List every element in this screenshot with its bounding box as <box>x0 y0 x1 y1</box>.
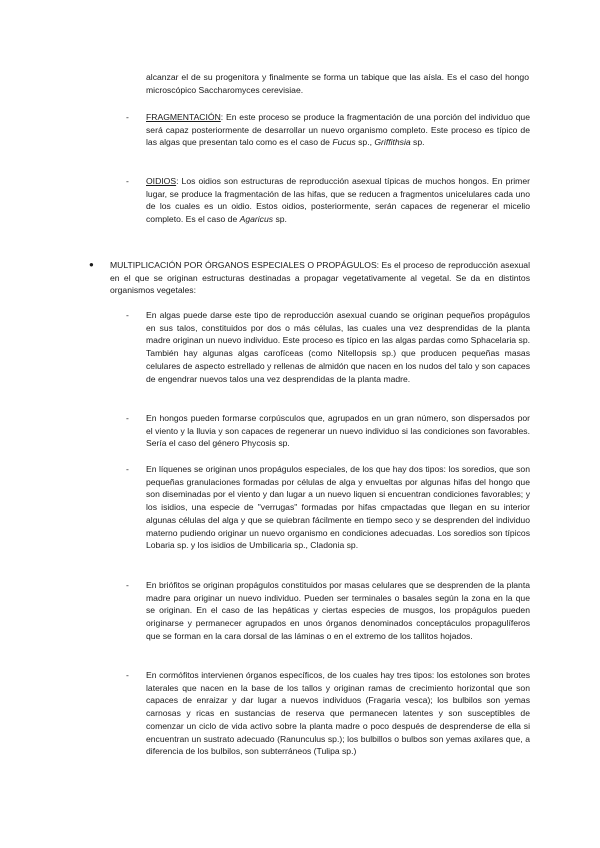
list-item-algas: En algas puede darse este tipo de reproducción asexual cuando se originan pequeños propágulos en sus talos, constituidos por dos o más células, las cuales una vez desprendidas de la planta madre originan un nuevo individuo. Este proceso es típico en las algas pardas como Sphacelaria sp. También hay algunas algas carofíceas (como Nitellopsis sp.) que producen pequeñas masas celulares de aspecto estrellado y rellenas de almidón que nacen en los nudos del talo y son capaces de engendrar nuevos talos una vez desprendidas de la planta madre. <box>146 310 530 384</box>
list-dash: - <box>126 580 129 590</box>
list-item-liquenes: En líquenes se originan unos propágulos especiales, de los que hay dos tipos: los soredios, que son pequeñas granulaciones formadas por células de alga y envueltas por algunas hifas del hongo que son diseminadas por el viento y dan lugar a un nuevo liquen si encuentran condiciones favorables; y los isidios, una especie de "verrugas" formadas por hifas cmpactadas que llegan en su interior algunas células del alga y que se quiebran fácilmente en tiempo seco y se desprenden del individuo materno pudiendo originar un nuevo organismo en condiciones adecuadas. Los soredios son típicos Lobaria sp. y los isidios de Umbilicaria sp., Cladonia sp. <box>146 464 530 551</box>
main-bullet-paragraph: MULTIPLICACIÓN POR ÓRGANOS ESPECIALES O PROPÁGULOS: Es el proceso de reproducción asexual en el que se originan estructuras destinadas a propagar vegetativamente al vegetal. Se da en distintos organismos vegetales: <box>110 260 531 296</box>
list-dash: - <box>126 413 129 423</box>
continuation-paragraph: alcanzar el de su progenitora y finalmente se forma un tabique que las aísla. Es el caso del hongo microscópico Saccharomyces cerevisiae. <box>146 72 529 95</box>
list-item-briofitos: En briófitos se originan propágulos constituidos por masas celulares que se desprenden de la planta madre para originar un nuevo individuo. Pueden ser terminales o basales según la zona en la que se originan. En el caso de las hepáticas y ciertas especies de musgos, los propágulos pueden originarse y permanecer agrupados en unos órganos denominados conceptáculos propagulíferos que se forman en la cara dorsal de las láminas o en el extremo de los tallitos hojados. <box>146 580 530 641</box>
list-dash: - <box>126 464 129 474</box>
fragmentacion-term: FRAGMENTACIÓN <box>146 112 221 122</box>
list-item-cormofitos: En cormófitos intervienen órganos específicos, de los cuales hay tres tipos: los estolones son brotes laterales que nacen en la base de los tallos y originan ramas de crecimiento horizontal que son capaces de enraizar y dar lugar a nuevos individuos (Fragaria vesca); los bulbilos son yemas carnosas y ricas en sustancias de reserva que permanecen latentes y son susceptibles de comenzar un ciclo de vida activo sobre la planta madre o poco después de desprenderse de ella si encuentran un sustrato adecuado (Ranunculus sp.); los bulbillos o bulbos son yemas axilares que, a diferencia de los bulbilos, son subterráneos (Tulipa sp.) <box>146 670 530 757</box>
oidios-term: OIDIOS <box>146 176 177 186</box>
bullet-icon: ● <box>89 260 94 269</box>
list-dash: - <box>126 176 129 186</box>
list-dash: - <box>126 670 129 680</box>
list-dash: - <box>126 310 129 320</box>
list-item-hongos: En hongos pueden formarse corpúsculos que, agrupados en un gran número, son dispersados por el viento y la lluvia y son capaces de regenerar un nuevo individuo si las condiciones son favorables. Sería el caso del género Phycosis sp. <box>146 413 530 449</box>
section-heading: MULTIPLICACIÓN POR ÓRGANOS ESPECIALES O PROPÁGULOS: <box>110 260 380 270</box>
fragmentacion-item: FRAGMENTACIÓN: En este proceso se produce la fragmentación de una porción del individuo que será capaz posteriormente de desarrollar un nuevo organismo completo. Este proceso es típico de las algas que presentan talo como es el caso de Fucus sp., Griffithsia sp. <box>146 112 530 148</box>
list-dash: - <box>126 112 129 122</box>
oidios-item: OIDIOS: Los oidios son estructuras de reproducción asexual típicas de muchos hongos. En primer lugar, se produce la fragmentación de las hifas, que se reducen a fragmentos unicelulares cada uno de los cuales es un oidio. Estos oidios, posteriormente, serán capaces de regenerar el micelio completo. Es el caso de Agaricus sp. <box>146 176 530 225</box>
